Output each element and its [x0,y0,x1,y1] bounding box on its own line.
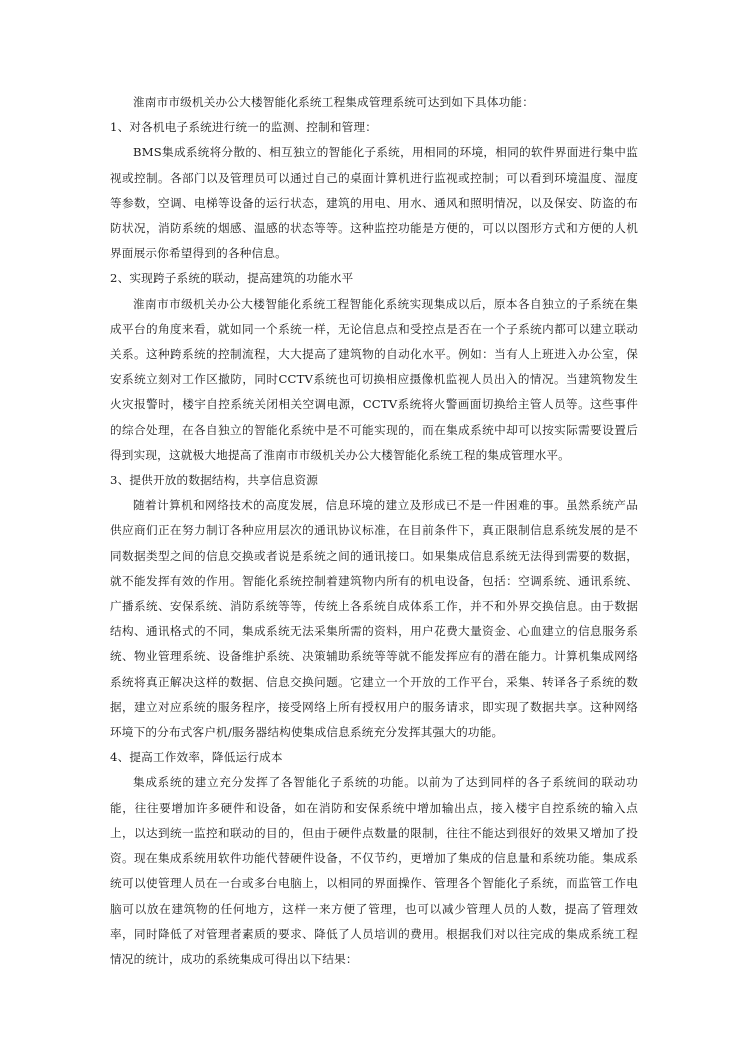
intro-paragraph: 淮南市市级机关办公大楼智能化系统工程集成管理系统可达到如下具体功能： [133,95,534,109]
section-4-body: 集成系统的建立充分发挥了各智能化子系统的功能。以前为了达到同样的各子系统间的联动功能，往往要增加许多硬件和设备，如在消防和安保系统中增加输出点，接入楼宇自控系统的输入点上，以达到统一监控和联动的目的，但由于硬件点数量的限制，往往不能达到很好的效果又增加了投资。现在集成系统用软件功能代替硬件设备，不仅节约，更增加了集成的信息量和系统功能。集成系统可以使管理人员在一台或多台电脑上，以相同的界面操作、管理各个智能化子系统，而监管工作电脑可以放在建筑物的任何地方，这样一来方便了管理，也可以减少管理人员的人数，提高了管理效率，同时降低了对管理者素质的要求、降低了人员培训的费用。根据我们对以往完成的集成系统工程情况的统计，成功的系统集成可得出以下结果： [110,775,638,966]
section-3-heading: 3、提供开放的数据结构，共享信息资源 [110,473,319,488]
document-page [110,90,638,972]
section-1-body: BMS集成系统将分散的、相互独立的智能化子系统，用相同的环境，相同的软件界面进行集中监视或控制。各部门以及管理员可以通过自己的桌面计算机进行监视或控制；可以看到环境温度、湿度等参数，空调、电梯等设备的运行状态，建筑的用电、用水、通风和照明情况，以及保安、防盗的布防状况，消防系统的烟感、温感的状态等等。这种监控功能是方便的，可以以图形方式和方便的人机界面展示你希望得到的各种信息。 [110,145,638,261]
section-2-body: 淮南市市级机关办公大楼智能化系统工程智能化系统实现集成以后，原本各自独立的子系统在集成平台的角度来看，就如同一个系统一样，无论信息点和受控点是否在一个子系统内都可以建立联动关系。这种跨系统的控制流程，大大提高了建筑物的自动化水平。例如：当有人上班进入办公室，保安系统立刻对工作区撤防，同时CCTV系统也可切换相应摄像机监视人员出入的情况。当建筑物发生火灾报警时，楼宇自控系统关闭相关空调电源，CCTV系统将火警画面切换给主管人员等。这些事件的综合处理，在各自独立的智能化系统中是不可能实现的，而在集成系统中却可以按实际需要设置后得到实现，这就极大地提高了淮南市市级机关办公大楼智能化系统工程的集成管理水平。 [110,296,638,462]
section-3-body: 随着计算机和网络技术的高度发展，信息环境的建立及形成已不是一件困难的事。虽然系统产品供应商们正在努力制订各种应用层次的通讯协议标准，在目前条件下，真正限制信息系统发展的是不同数据类型之间的信息交换或者说是系统之间的通讯接口。如果集成信息系统无法得到需要的数据，就不能发挥有效的作用。智能化系统控制着建筑物内所有的机电设备，包括：空调系统、通讯系统、广播系统、安保系统、消防系统等等，传统上各系统自成体系工作，并不和外界交换信息。由于数据结构、通讯格式的不同，集成系统无法采集所需的资料，用户花费大量资金、心血建立的信息服务系统、物业管理系统、设备维护系统、决策辅助系统等等就不能发挥应有的潜在能力。计算机集成网络系统将真正解决这样的数据、信息交换问题。它建立一个开放的工作平台，采集、转译各子系统的数据，建立对应系统的服务程序，接受网络上所有授权用户的服务请求，即实现了数据共享。这种网络环境下的分布式客户机/服务器结构使集成信息系统充分发挥其强大的功能。 [110,498,638,740]
section-4-heading: 4、提高工作效率，降低运行成本 [110,750,283,765]
section-1-heading: 1、对各机电子系统进行统一的监测、控制和管理： [110,120,378,135]
section-2-heading: 2、实现跨子系统的联动，提高建筑的功能水平 [110,271,354,286]
